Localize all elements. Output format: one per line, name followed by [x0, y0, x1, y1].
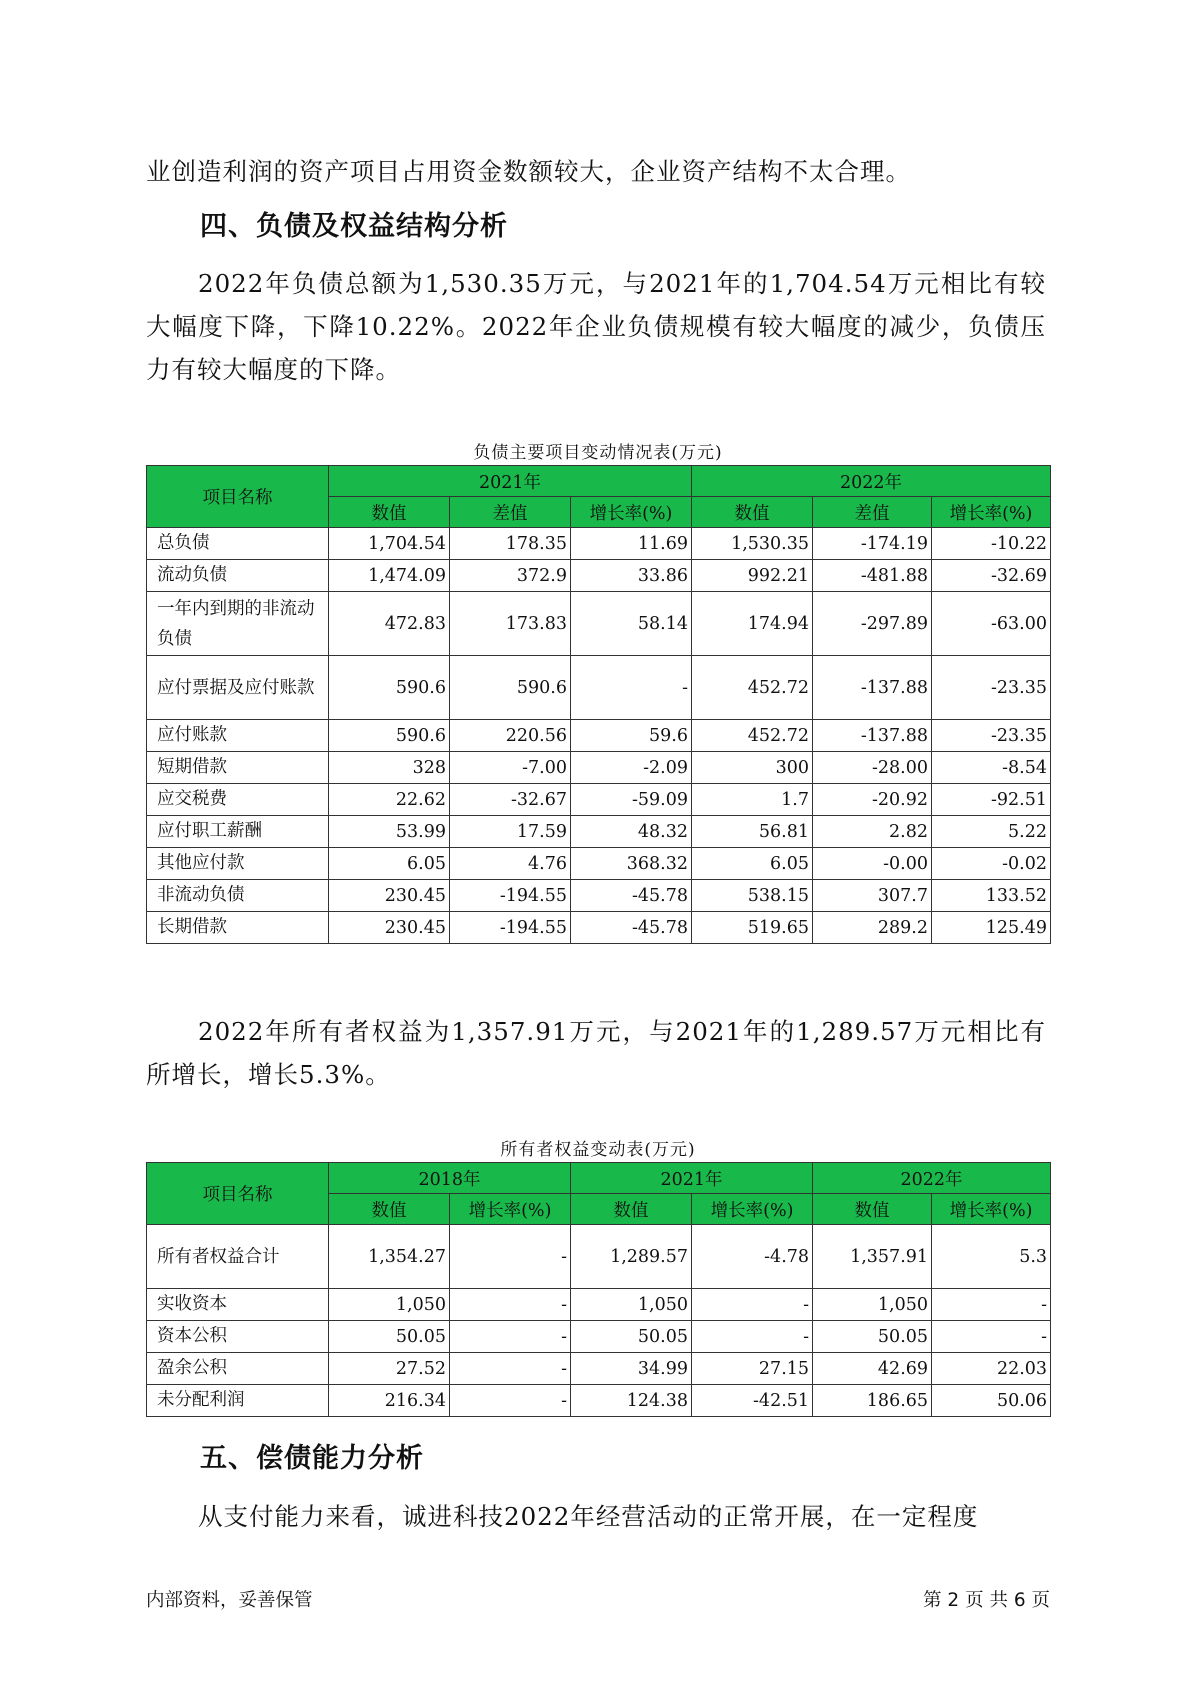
- table-cell: 5.22: [932, 816, 1051, 848]
- table-cell: 452.72: [692, 656, 813, 720]
- table-cell: -194.55: [450, 880, 571, 912]
- table-cell: 590.6: [329, 720, 450, 752]
- table1-name-header: 项目名称: [147, 466, 329, 528]
- table2-sub-header: 数值: [571, 1194, 692, 1225]
- table-cell: 6.05: [329, 848, 450, 880]
- table-cell: -194.55: [450, 912, 571, 944]
- table-cell: -8.54: [932, 752, 1051, 784]
- table-cell: 452.72: [692, 720, 813, 752]
- table2-sub-header: 增长率(%): [692, 1194, 813, 1225]
- table-cell: -63.00: [932, 592, 1051, 656]
- table-cell: -: [571, 656, 692, 720]
- table-cell: -297.89: [813, 592, 932, 656]
- table2-sub-header: 增长率(%): [450, 1194, 571, 1225]
- table2-sub-header: 增长率(%): [932, 1194, 1051, 1225]
- table-cell: -137.88: [813, 720, 932, 752]
- row-label: 其他应付款: [147, 848, 329, 880]
- table-row: [147, 1321, 1051, 1353]
- table2-sub-header: 数值: [813, 1194, 932, 1225]
- table-cell: 1.7: [692, 784, 813, 816]
- table1-sub-header: 数值: [692, 497, 813, 528]
- table-cell: -: [692, 1289, 813, 1321]
- table-cell: -59.09: [571, 784, 692, 816]
- row-label: 应付账款: [147, 720, 329, 752]
- table-cell: 50.05: [813, 1321, 932, 1353]
- table-cell: 59.6: [571, 720, 692, 752]
- table-cell: 220.56: [450, 720, 571, 752]
- row-label: 流动负债: [147, 560, 329, 592]
- table1-sub-header: 差值: [813, 497, 932, 528]
- row-label: 未分配利润: [147, 1385, 329, 1417]
- row-label: 所有者权益合计: [147, 1225, 329, 1289]
- table-cell: 22.62: [329, 784, 450, 816]
- table-cell: -0.00: [813, 848, 932, 880]
- table-cell: 372.9: [450, 560, 571, 592]
- equity-paragraph: 2022年所有者权益为1,357.91万元，与2021年的1,289.57万元相比有所增长，增长5.3%。: [146, 1017, 1046, 1089]
- table-cell: 1,474.09: [329, 560, 450, 592]
- table-cell: -32.67: [450, 784, 571, 816]
- table-cell: 1,704.54: [329, 528, 450, 560]
- table2-year-header: 2021年: [571, 1163, 813, 1194]
- table-cell: 1,050: [813, 1289, 932, 1321]
- table-cell: 6.05: [692, 848, 813, 880]
- table-cell: 590.6: [450, 656, 571, 720]
- table-cell: 27.52: [329, 1353, 450, 1385]
- table-row: [147, 752, 1051, 784]
- table-row: [147, 656, 1051, 720]
- liabilities-table: [146, 465, 1051, 944]
- row-label: 资本公积: [147, 1321, 329, 1353]
- row-label: 长期借款: [147, 912, 329, 944]
- row-label: 总负债: [147, 528, 329, 560]
- table-cell: -42.51: [692, 1385, 813, 1417]
- table-cell: 1,530.35: [692, 528, 813, 560]
- table-cell: 328: [329, 752, 450, 784]
- table-cell: -10.22: [932, 528, 1051, 560]
- table-cell: 11.69: [571, 528, 692, 560]
- table-cell: -23.35: [932, 656, 1051, 720]
- table-row: [147, 1289, 1051, 1321]
- table-cell: 125.49: [932, 912, 1051, 944]
- table2-sub-header: 数值: [329, 1194, 450, 1225]
- table-cell: 216.34: [329, 1385, 450, 1417]
- table-cell: 230.45: [329, 880, 450, 912]
- row-label: 应交税费: [147, 784, 329, 816]
- table-cell: -0.02: [932, 848, 1051, 880]
- row-label: 应付职工薪酬: [147, 816, 329, 848]
- table-row: [147, 1225, 1051, 1289]
- table-cell: -: [450, 1385, 571, 1417]
- table-cell: 33.86: [571, 560, 692, 592]
- table2-name-header: 项目名称: [147, 1163, 329, 1225]
- row-label: 短期借款: [147, 752, 329, 784]
- table2-year-header: 2022年: [813, 1163, 1051, 1194]
- table-cell: 53.99: [329, 816, 450, 848]
- table-cell: 590.6: [329, 656, 450, 720]
- footer-page-number: 第 2 页 共 6 页: [923, 1590, 1050, 1611]
- table-cell: 178.35: [450, 528, 571, 560]
- table-cell: -92.51: [932, 784, 1051, 816]
- table-cell: 124.38: [571, 1385, 692, 1417]
- row-label: 实收资本: [147, 1289, 329, 1321]
- intro-paragraph: 业创造利润的资产项目占用资金数额较大，企业资产结构不太合理。: [146, 157, 911, 186]
- table-cell: 289.2: [813, 912, 932, 944]
- row-label: 应付票据及应付账款: [147, 656, 329, 720]
- table1-sub-header: 数值: [329, 497, 450, 528]
- table-cell: 1,289.57: [571, 1225, 692, 1289]
- table-row: [147, 880, 1051, 912]
- section5-heading: 五、偿债能力分析: [200, 1443, 424, 1474]
- table-cell: 22.03: [932, 1353, 1051, 1385]
- section5-paragraph: 从支付能力来看，诚进科技2022年经营活动的正常开展，在一定程度: [198, 1502, 979, 1531]
- table-row: [147, 1385, 1051, 1417]
- table-cell: 58.14: [571, 592, 692, 656]
- table-cell: 133.52: [932, 880, 1051, 912]
- table-cell: -: [450, 1225, 571, 1289]
- table-cell: 17.59: [450, 816, 571, 848]
- table-cell: 2.82: [813, 816, 932, 848]
- table-cell: -20.92: [813, 784, 932, 816]
- table-cell: -7.00: [450, 752, 571, 784]
- table-cell: 368.32: [571, 848, 692, 880]
- table-cell: -2.09: [571, 752, 692, 784]
- table-cell: 48.32: [571, 816, 692, 848]
- table-cell: 174.94: [692, 592, 813, 656]
- table-row: [147, 528, 1051, 560]
- table-cell: -481.88: [813, 560, 932, 592]
- table-cell: 50.05: [571, 1321, 692, 1353]
- table-cell: 472.83: [329, 592, 450, 656]
- table-cell: 5.3: [932, 1225, 1051, 1289]
- table-row: [147, 592, 1051, 656]
- table-cell: 1,354.27: [329, 1225, 450, 1289]
- table-cell: 50.05: [329, 1321, 450, 1353]
- row-label: 非流动负债: [147, 880, 329, 912]
- footer-confidential-note: 内部资料，妥善保管: [146, 1590, 313, 1611]
- row-label: 一年内到期的非流动负债: [147, 592, 329, 656]
- table-cell: -: [692, 1321, 813, 1353]
- table-cell: 34.99: [571, 1353, 692, 1385]
- table2-caption: 所有者权益变动表(万元): [500, 1140, 696, 1160]
- section4-heading: 四、负债及权益结构分析: [200, 211, 508, 242]
- table-cell: -4.78: [692, 1225, 813, 1289]
- table-row: [147, 816, 1051, 848]
- table-cell: 519.65: [692, 912, 813, 944]
- table-row: [147, 1353, 1051, 1385]
- table-cell: -174.19: [813, 528, 932, 560]
- table-row: [147, 912, 1051, 944]
- table-cell: 230.45: [329, 912, 450, 944]
- table-cell: -45.78: [571, 880, 692, 912]
- table-cell: 300: [692, 752, 813, 784]
- table-cell: 307.7: [813, 880, 932, 912]
- table1-sub-header: 增长率(%): [571, 497, 692, 528]
- table-row: [147, 720, 1051, 752]
- table-cell: -32.69: [932, 560, 1051, 592]
- section4-paragraph: 2022年负债总额为1,530.35万元，与2021年的1,704.54万元相比有较大幅度下降，下降10.22%。2022年企业负债规模有较大幅度的减少，负债压力有较大幅度的下降。: [146, 269, 1046, 384]
- table-cell: -: [932, 1321, 1051, 1353]
- table-row: [147, 560, 1051, 592]
- table-row: [147, 848, 1051, 880]
- row-label: 盈余公积: [147, 1353, 329, 1385]
- table-cell: -28.00: [813, 752, 932, 784]
- table2-year-header: 2018年: [329, 1163, 571, 1194]
- table-row: [147, 784, 1051, 816]
- table-cell: -: [450, 1289, 571, 1321]
- table-cell: 173.83: [450, 592, 571, 656]
- table1-year-header: 2022年: [692, 466, 1051, 497]
- table-cell: 27.15: [692, 1353, 813, 1385]
- table-cell: -: [450, 1321, 571, 1353]
- table-cell: 1,050: [571, 1289, 692, 1321]
- table-cell: -137.88: [813, 656, 932, 720]
- table-cell: 186.65: [813, 1385, 932, 1417]
- equity-table: [146, 1162, 1051, 1417]
- table-cell: 42.69: [813, 1353, 932, 1385]
- table-cell: 538.15: [692, 880, 813, 912]
- table1-caption: 负债主要项目变动情况表(万元): [473, 443, 723, 463]
- table-cell: -: [450, 1353, 571, 1385]
- table-cell: 1,050: [329, 1289, 450, 1321]
- table-cell: 50.06: [932, 1385, 1051, 1417]
- table1-sub-header: 增长率(%): [932, 497, 1051, 528]
- table1-sub-header: 差值: [450, 497, 571, 528]
- table-cell: 1,357.91: [813, 1225, 932, 1289]
- table-cell: -: [932, 1289, 1051, 1321]
- table-cell: -45.78: [571, 912, 692, 944]
- table-cell: 56.81: [692, 816, 813, 848]
- table-cell: -23.35: [932, 720, 1051, 752]
- table1-year-header: 2021年: [329, 466, 692, 497]
- table-cell: 4.76: [450, 848, 571, 880]
- table-cell: 992.21: [692, 560, 813, 592]
